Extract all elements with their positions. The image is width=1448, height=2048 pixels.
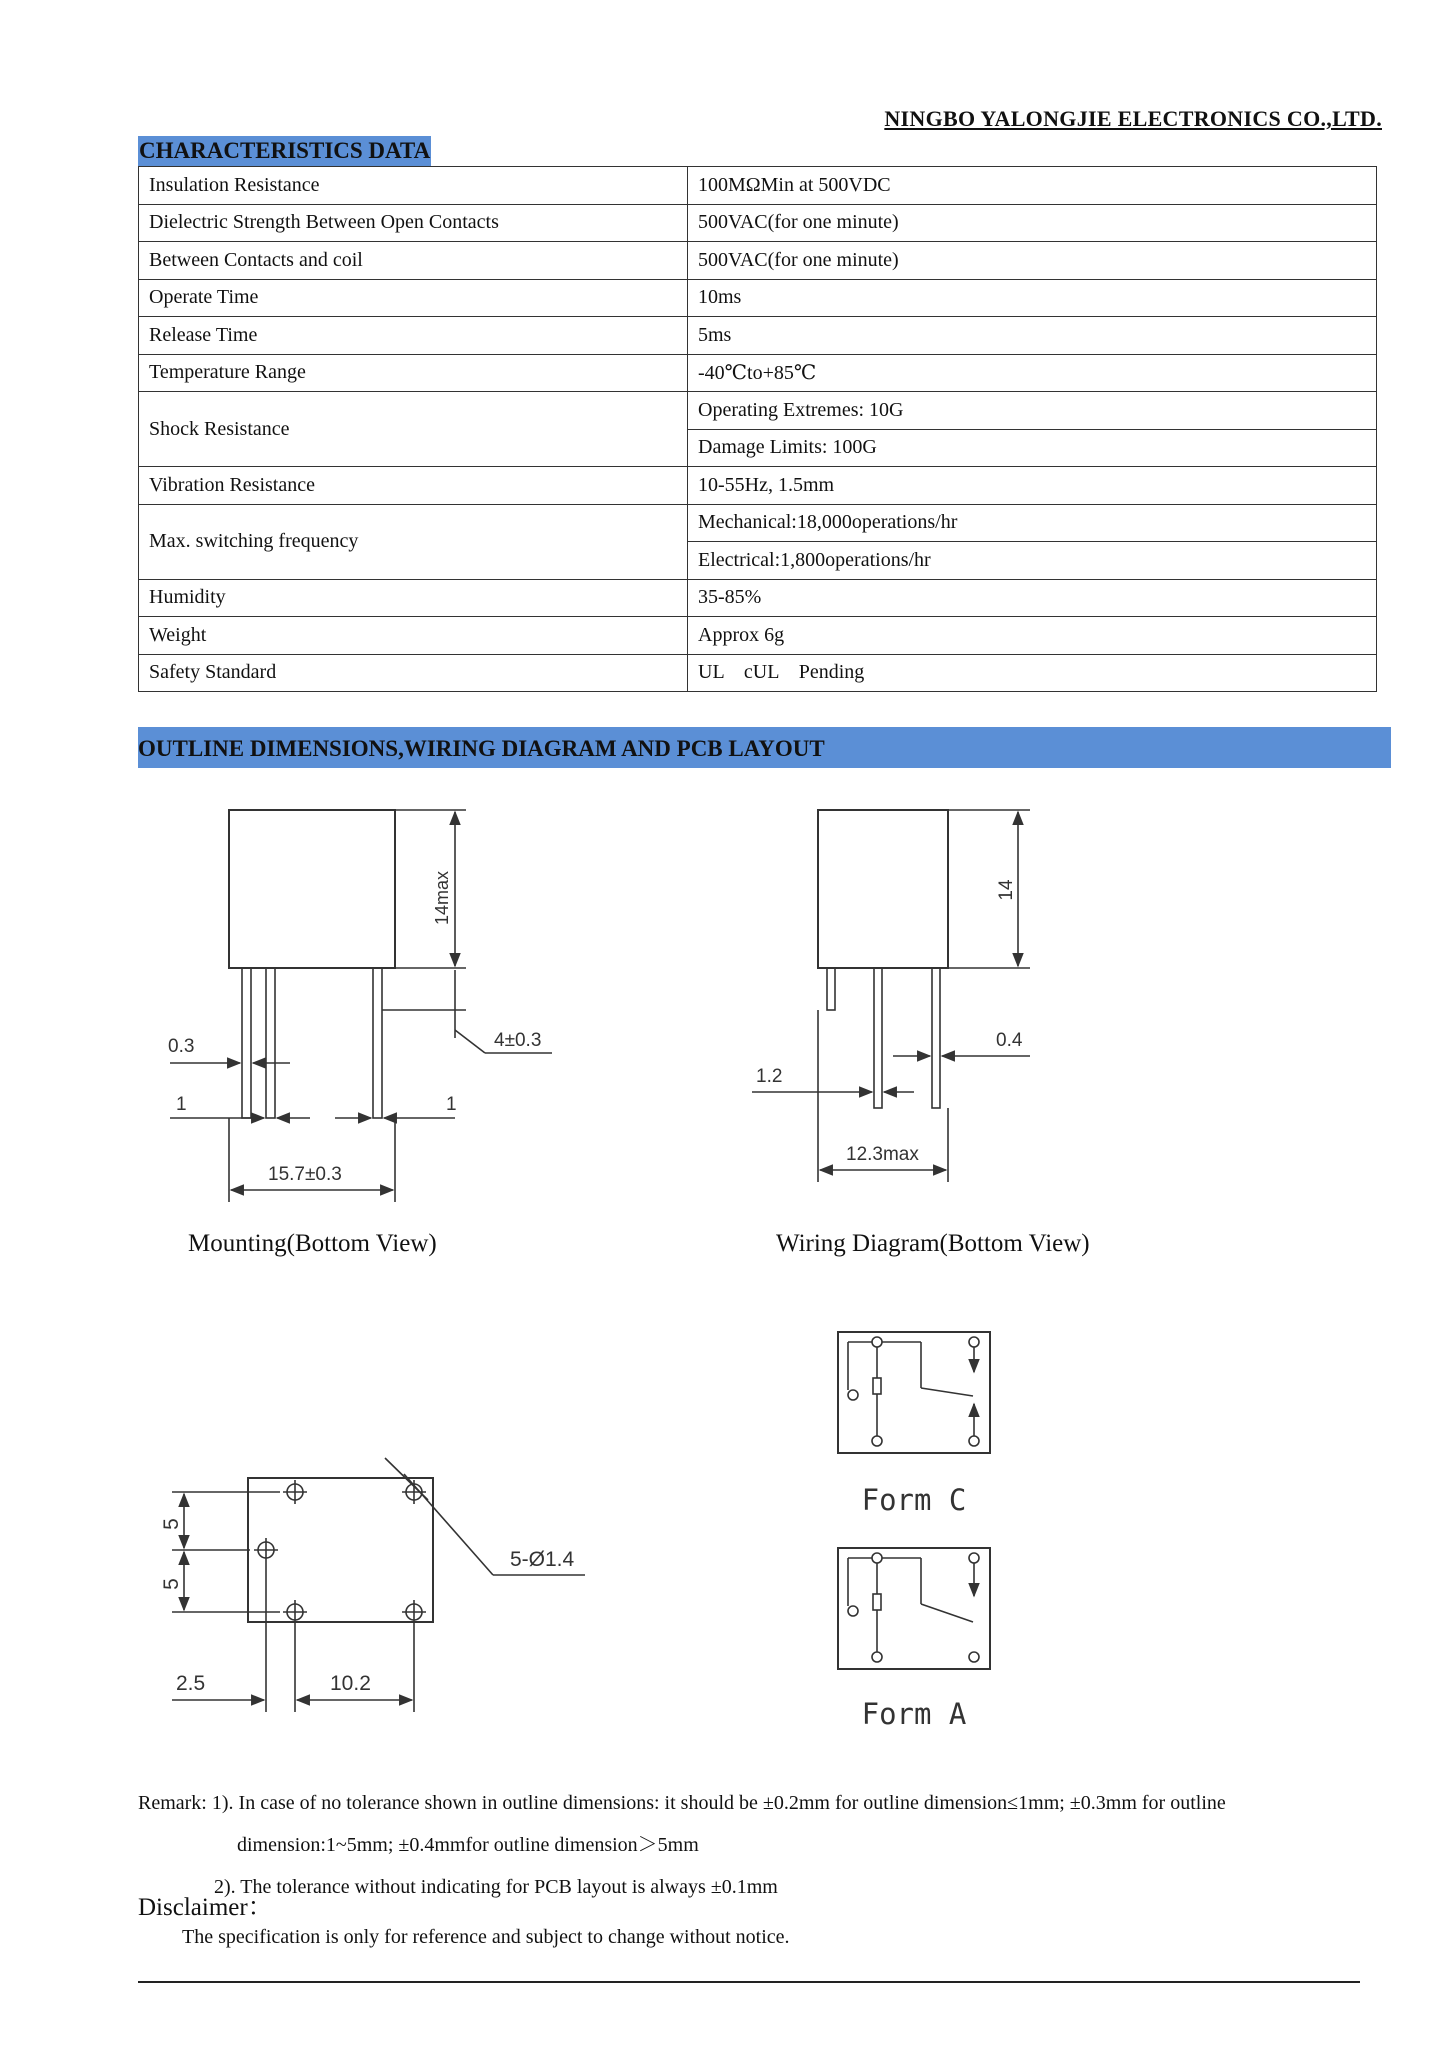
pcb-dim-h2-label: 10.2 bbox=[330, 1672, 371, 1695]
spec-value: 500VAC(for one minute) bbox=[688, 242, 1377, 280]
pcb-hole bbox=[402, 1480, 426, 1504]
pcb-hole bbox=[283, 1600, 307, 1624]
wiring-caption: Wiring Diagram(Bottom View) bbox=[776, 1230, 1090, 1257]
pcb-hole bbox=[283, 1480, 307, 1504]
form-a-label: Form A bbox=[861, 1697, 967, 1731]
wiring-pin-width-label: 0.4 bbox=[996, 1030, 1023, 1051]
spec-label: Humidity bbox=[139, 579, 688, 617]
spec-value: Approx 6g bbox=[688, 617, 1377, 655]
spec-label: Temperature Range bbox=[139, 354, 688, 392]
spec-label: Insulation Resistance bbox=[139, 167, 688, 205]
spec-label: Shock Resistance bbox=[139, 392, 688, 467]
remark-line-1: Remark: 1). In case of no tolerance shown in outline dimensions: it should be ±0.2mm for outline dimension≤1mm; ±0.3mm for outline bbox=[138, 1792, 1226, 1814]
mounting-offset-right-label: 1 bbox=[446, 1094, 457, 1115]
wiring-height-label: 14 bbox=[996, 879, 1017, 901]
spec-value: Damage Limits: 100G bbox=[688, 429, 1377, 467]
pcb-dim-v1-label: 5 bbox=[160, 1518, 183, 1530]
pcb-dim-v2-label: 5 bbox=[160, 1578, 183, 1590]
spec-value: 10-55Hz, 1.5mm bbox=[688, 467, 1377, 505]
wiring-width-label: 12.3max bbox=[846, 1144, 919, 1165]
section-title-characteristics: CHARACTERISTICS DATA bbox=[138, 136, 431, 166]
footer-divider bbox=[138, 1981, 1360, 1983]
mounting-drawing bbox=[168, 810, 552, 1202]
form-a-schematic bbox=[838, 1548, 990, 1669]
disclaimer-title: Disclaimer： bbox=[138, 1894, 273, 1921]
wiring-drawing bbox=[752, 810, 1030, 1182]
mounting-pin-width-label: 0.3 bbox=[168, 1036, 195, 1057]
spec-value: 35-85% bbox=[688, 579, 1377, 617]
form-c-schematic bbox=[838, 1332, 990, 1453]
pcb-hole bbox=[254, 1538, 278, 1562]
remark-block bbox=[138, 1782, 1398, 1908]
spec-value: 10ms bbox=[688, 279, 1377, 317]
spec-label: Max. switching frequency bbox=[139, 504, 688, 579]
spec-label: Vibration Resistance bbox=[139, 467, 688, 505]
pcb-dim-h1-label: 2.5 bbox=[176, 1672, 206, 1695]
spec-label: Safety Standard bbox=[139, 654, 688, 692]
spec-value: Mechanical:18,000operations/hr bbox=[688, 504, 1377, 542]
remark-line-3: 2). The tolerance without indicating for PCB layout is always ±0.1mm bbox=[214, 1876, 778, 1898]
disclaimer-text: The specification is only for reference and subject to change without notice. bbox=[182, 1926, 790, 1948]
mounting-pin-label: 4±0.3 bbox=[494, 1030, 542, 1051]
form-c-label: Form C bbox=[861, 1483, 967, 1517]
remark-line-2: dimension:1~5mm; ±0.4mmfor outline dimension＞5mm bbox=[237, 1834, 699, 1856]
spec-label: Operate Time bbox=[139, 279, 688, 317]
spec-label: Weight bbox=[139, 617, 688, 655]
pcb-layout-drawing bbox=[160, 1458, 585, 1712]
spec-label: Release Time bbox=[139, 317, 688, 355]
spec-label: Dielectric Strength Between Open Contacts bbox=[139, 204, 688, 242]
mounting-offset-left-label: 1 bbox=[176, 1094, 187, 1115]
spec-label: Between Contacts and coil bbox=[139, 242, 688, 280]
spec-value: Operating Extremes: 10G bbox=[688, 392, 1377, 430]
spec-value: -40℃to+85℃ bbox=[688, 354, 1377, 392]
mounting-height-label: 14max bbox=[432, 870, 452, 926]
mounting-caption: Mounting(Bottom View) bbox=[188, 1230, 437, 1257]
spec-value: UL cUL Pending bbox=[688, 654, 1377, 692]
section-title-outline: OUTLINE DIMENSIONS,WIRING DIAGRAM AND PCB LAYOUT bbox=[138, 736, 825, 761]
pcb-hole bbox=[402, 1600, 426, 1624]
spec-value: 5ms bbox=[688, 317, 1377, 355]
spec-value: 100MΩMin at 500VDC bbox=[688, 167, 1377, 205]
pcb-hole-label: 5-Ø1.4 bbox=[510, 1548, 575, 1571]
spec-value: 500VAC(for one minute) bbox=[688, 204, 1377, 242]
spec-value: Electrical:1,800operations/hr bbox=[688, 542, 1377, 580]
mounting-width-label: 15.7±0.3 bbox=[268, 1164, 342, 1185]
wiring-offset-label: 1.2 bbox=[756, 1066, 783, 1087]
company-name: NINGBO YALONGJIE ELECTRONICS CO.,LTD. bbox=[884, 106, 1382, 131]
